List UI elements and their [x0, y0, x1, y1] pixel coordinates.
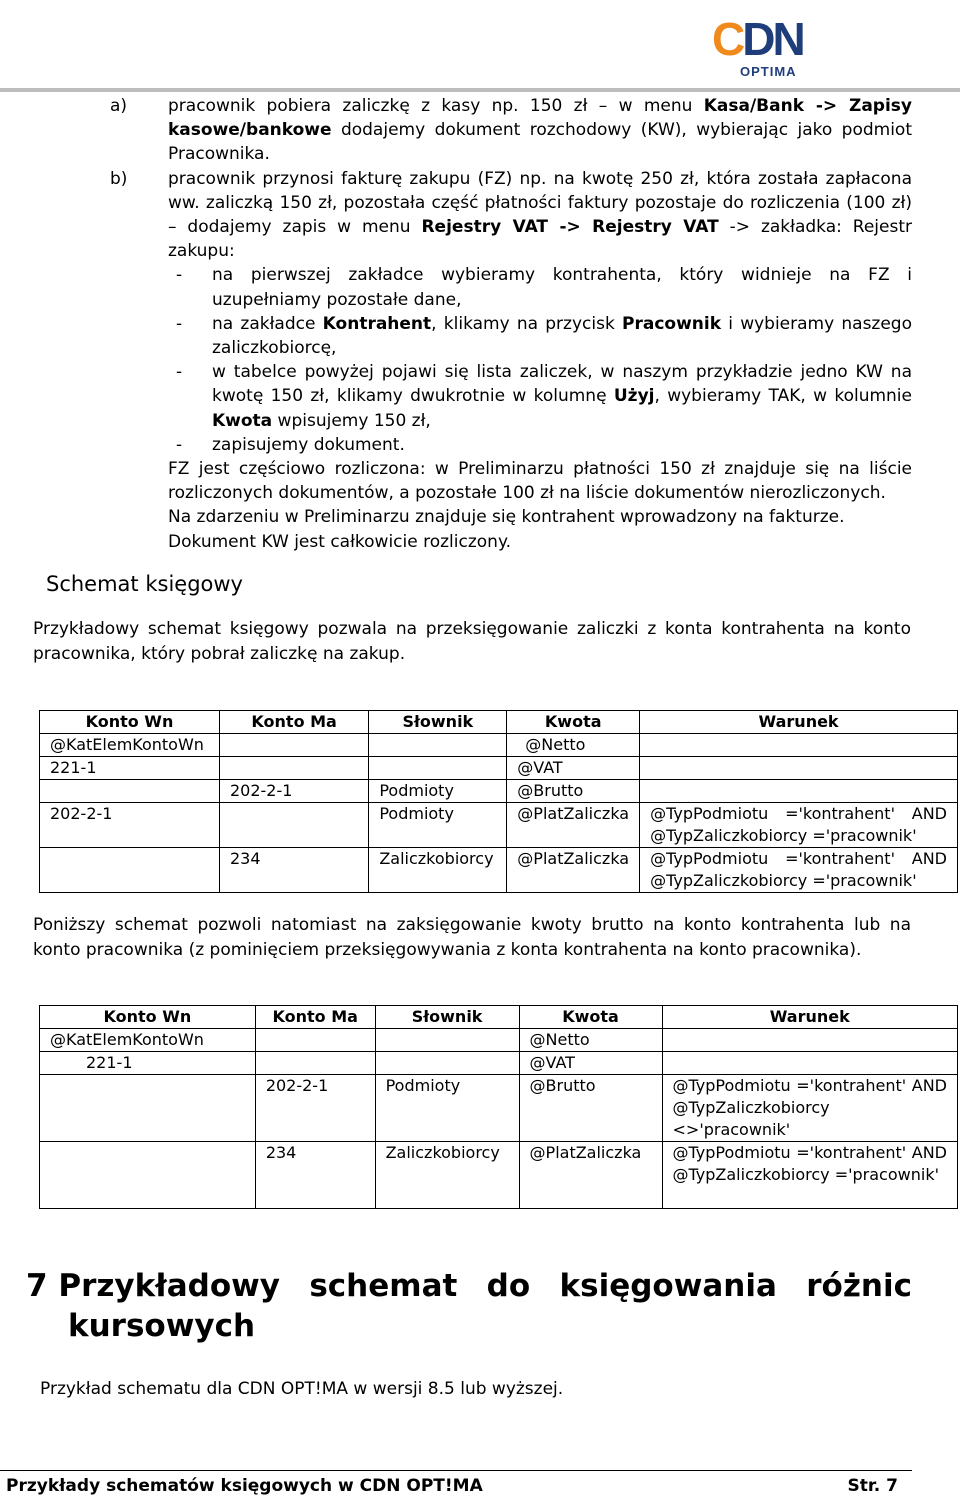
table-cell: Podmioty	[369, 780, 507, 803]
list-text: pracownik pobiera zaliczkę z kasy np. 150 zł – w menu	[168, 96, 704, 116]
footer-title: Przykłady schematów księgowych w CDN OPT!MA	[6, 1476, 483, 1496]
table-cell	[219, 757, 368, 780]
dash-text: , wybieramy TAK, w kolumnie	[654, 386, 912, 407]
heading-word: schemat	[309, 1268, 458, 1304]
col-header: Słownik	[369, 711, 507, 734]
dash-item	[168, 433, 912, 457]
col-header: Kwota	[519, 1006, 662, 1029]
table-cell: @Brutto	[507, 780, 640, 803]
list-text: -> zakładka: Rejestr zakupu:	[168, 217, 912, 262]
dash-marker: -	[176, 434, 183, 455]
summary-line: Dokument KW jest całkowicie rozliczony.	[168, 531, 511, 552]
table-cell: 202-2-1	[40, 803, 220, 848]
table-cell: @TypPodmiotu ='kontrahent' AND @TypZaliczkobiorcy ='pracownik'	[640, 803, 958, 848]
dash-marker: -	[176, 265, 183, 286]
section-title: Schemat księgowy	[46, 572, 243, 596]
table-row	[40, 1142, 958, 1209]
table-cell: @Netto	[519, 1029, 662, 1052]
heading-word: Przykładowy	[58, 1268, 281, 1304]
example-note: Przykład schematu dla CDN OPT!MA w wersji 8.5 lub wyższej.	[40, 1379, 564, 1399]
table-row	[40, 1075, 958, 1142]
heading-line-2: kursowych	[68, 1308, 256, 1344]
column-name: Kwota	[212, 410, 273, 431]
dash-text: zapisujemy dokument.	[212, 434, 405, 455]
table-cell	[219, 803, 368, 848]
list-label: b)	[110, 168, 128, 189]
table-cell: 202-2-1	[219, 780, 368, 803]
dash-marker: -	[176, 362, 183, 383]
dash-text: na pierwszej zakładce wybieramy kontrahenta, który widnieje na FZ i uzupełniamy pozostałe dane,	[212, 265, 912, 310]
tab-name: Kontrahent	[322, 313, 432, 334]
table-cell: 202-2-1	[255, 1075, 375, 1142]
summary-line: FZ jest częściowo rozliczona: w Preliminarzu płatności 150 zł znajduje się na liście rozliczonych dokumentów, a pozostałe 100 zł na liście dokumentów nierozliczonych.	[168, 459, 912, 504]
logo-wordmark: CDN	[712, 13, 803, 65]
table-cell: Zaliczkobiorcy	[375, 1142, 519, 1209]
col-header: Konto Wn	[40, 711, 220, 734]
table-cell	[255, 1052, 375, 1075]
heading-number-and-word	[26, 1266, 280, 1306]
table-cell: @PlatZaliczka	[507, 803, 640, 848]
col-header: Warunek	[662, 1006, 958, 1029]
button-name: Pracownik	[622, 313, 722, 334]
table-cell: Podmioty	[375, 1075, 519, 1142]
table-cell	[255, 1029, 375, 1052]
table-cell: @PlatZaliczka	[507, 848, 640, 893]
table-cell: @VAT	[507, 757, 640, 780]
table-cell	[40, 1075, 256, 1142]
list-text: pracownik przynosi fakturę zakupu (FZ) np. na kwotę 250 zł, która została zapłacona ww. zaliczką 150 zł, pozostała część płatności faktury pozostaje do rozliczenia (100 zł) – dodajemy zapis w menu	[168, 168, 912, 238]
table-cell: @Netto	[507, 734, 640, 757]
table-cell: @VAT	[519, 1052, 662, 1075]
list-text: dodajemy dokument rozchodowy (KW), wybierając jako podmiot Pracownika.	[168, 120, 912, 165]
menu-path: Rejestry VAT -> Rejestry VAT	[421, 217, 719, 238]
heading-number: 7	[26, 1268, 48, 1304]
table-cell: @Brutto	[519, 1075, 662, 1142]
summary-line: Na zdarzeniu w Preliminarzu znajduje się kontrahent wprowadzony na fakturze.	[168, 507, 845, 528]
table-cell: @TypPodmiotu ='kontrahent' AND @TypZaliczkobiorcy ='pracownik'	[662, 1142, 958, 1209]
table-row	[40, 734, 958, 757]
table-cell	[219, 734, 368, 757]
cdn-optima-logo	[712, 13, 826, 80]
col-header: Konto Wn	[40, 1006, 256, 1029]
col-header: Konto Ma	[219, 711, 368, 734]
table-cell	[40, 780, 220, 803]
schema-table-1	[39, 710, 958, 893]
table-header-row	[40, 711, 958, 734]
table-cell: 221-1	[40, 757, 220, 780]
dash-text: i wybieramy naszego zaliczkobiorcę,	[212, 313, 913, 359]
col-header: Warunek	[640, 711, 958, 734]
table-cell	[369, 757, 507, 780]
table-cell	[640, 734, 958, 757]
column-name: Użyj	[613, 386, 655, 407]
table-header-row	[40, 1006, 958, 1029]
table-cell	[640, 757, 958, 780]
heading-word: do	[486, 1268, 531, 1304]
table-row	[40, 803, 958, 848]
chapter-heading	[26, 1266, 912, 1346]
table-row	[40, 848, 958, 893]
heading-word: różnic	[806, 1268, 912, 1304]
table-row	[40, 1029, 958, 1052]
table-cell: @TypPodmiotu ='kontrahent' AND @TypZaliczkobiorcy ='pracownik'	[640, 848, 958, 893]
table-cell: @KatElemKontoWn	[40, 1029, 256, 1052]
sub-steps	[110, 263, 912, 457]
dash-text: , klikamy na przycisk	[431, 313, 623, 334]
table-cell: @KatElemKontoWn	[40, 734, 220, 757]
table-cell: @TypPodmiotu ='kontrahent' AND @TypZaliczkobiorcy <>'pracownik'	[662, 1075, 958, 1142]
list-item-b	[110, 167, 912, 264]
page-footer	[6, 1476, 898, 1496]
dash-marker: -	[176, 313, 183, 334]
dash-text: wpisujemy 150 zł,	[272, 410, 431, 431]
list-label: a)	[110, 96, 128, 116]
table-row	[40, 1052, 958, 1075]
dash-item	[168, 312, 912, 360]
header-rule	[0, 88, 960, 92]
table-cell	[40, 1142, 256, 1209]
table-cell: 221-1	[40, 1052, 256, 1075]
table-cell	[662, 1029, 958, 1052]
footer-rule	[0, 1470, 912, 1471]
table-row	[40, 757, 958, 780]
table-row	[40, 780, 958, 803]
summary	[110, 457, 912, 554]
table-cell	[662, 1052, 958, 1075]
table-cell	[40, 848, 220, 893]
table-cell	[375, 1052, 519, 1075]
table-cell: Podmioty	[369, 803, 507, 848]
dash-text: na zakładce	[212, 313, 323, 334]
dash-item	[168, 263, 912, 311]
list-item-a	[110, 94, 912, 167]
table-cell	[375, 1029, 519, 1052]
table-cell: @PlatZaliczka	[519, 1142, 662, 1209]
dash-text: w tabelce powyżej pojawi się lista zaliczek, w naszym przykładzie jedno KW na kwotę 150 zł, klikamy dwukrotnie w kolumnę	[212, 362, 912, 407]
intro-paragraph: Przykładowy schemat księgowy pozwala na przeksięgowanie zaliczki z konta kontrahenta na konto pracownika, który pobrał zaliczkę na zakup.	[33, 619, 911, 664]
schema-table-2	[39, 1005, 958, 1209]
logo-subtitle: OPTIMA	[740, 64, 797, 79]
col-header: Słownik	[375, 1006, 519, 1029]
table-cell	[369, 734, 507, 757]
step-list	[110, 94, 912, 554]
heading-line-1	[26, 1266, 912, 1306]
table-cell: Zaliczkobiorcy	[369, 848, 507, 893]
col-header: Konto Ma	[255, 1006, 375, 1029]
col-header: Kwota	[507, 711, 640, 734]
table-cell: 234	[255, 1142, 375, 1209]
dash-item	[168, 360, 912, 433]
heading-word: księgowania	[559, 1268, 777, 1304]
menu-path: Kasa/Bank -> Zapisy kasowe/bankowe	[168, 96, 913, 141]
table-cell	[640, 780, 958, 803]
page-number: Str. 7	[847, 1476, 898, 1496]
second-paragraph: Poniższy schemat pozwoli natomiast na zaksięgowanie kwoty brutto na konto kontrahenta lub na konto pracownika (z pominięciem przeksięgowywania z konta kontrahenta na konto pracownika).	[33, 915, 911, 960]
table-cell: 234	[219, 848, 368, 893]
